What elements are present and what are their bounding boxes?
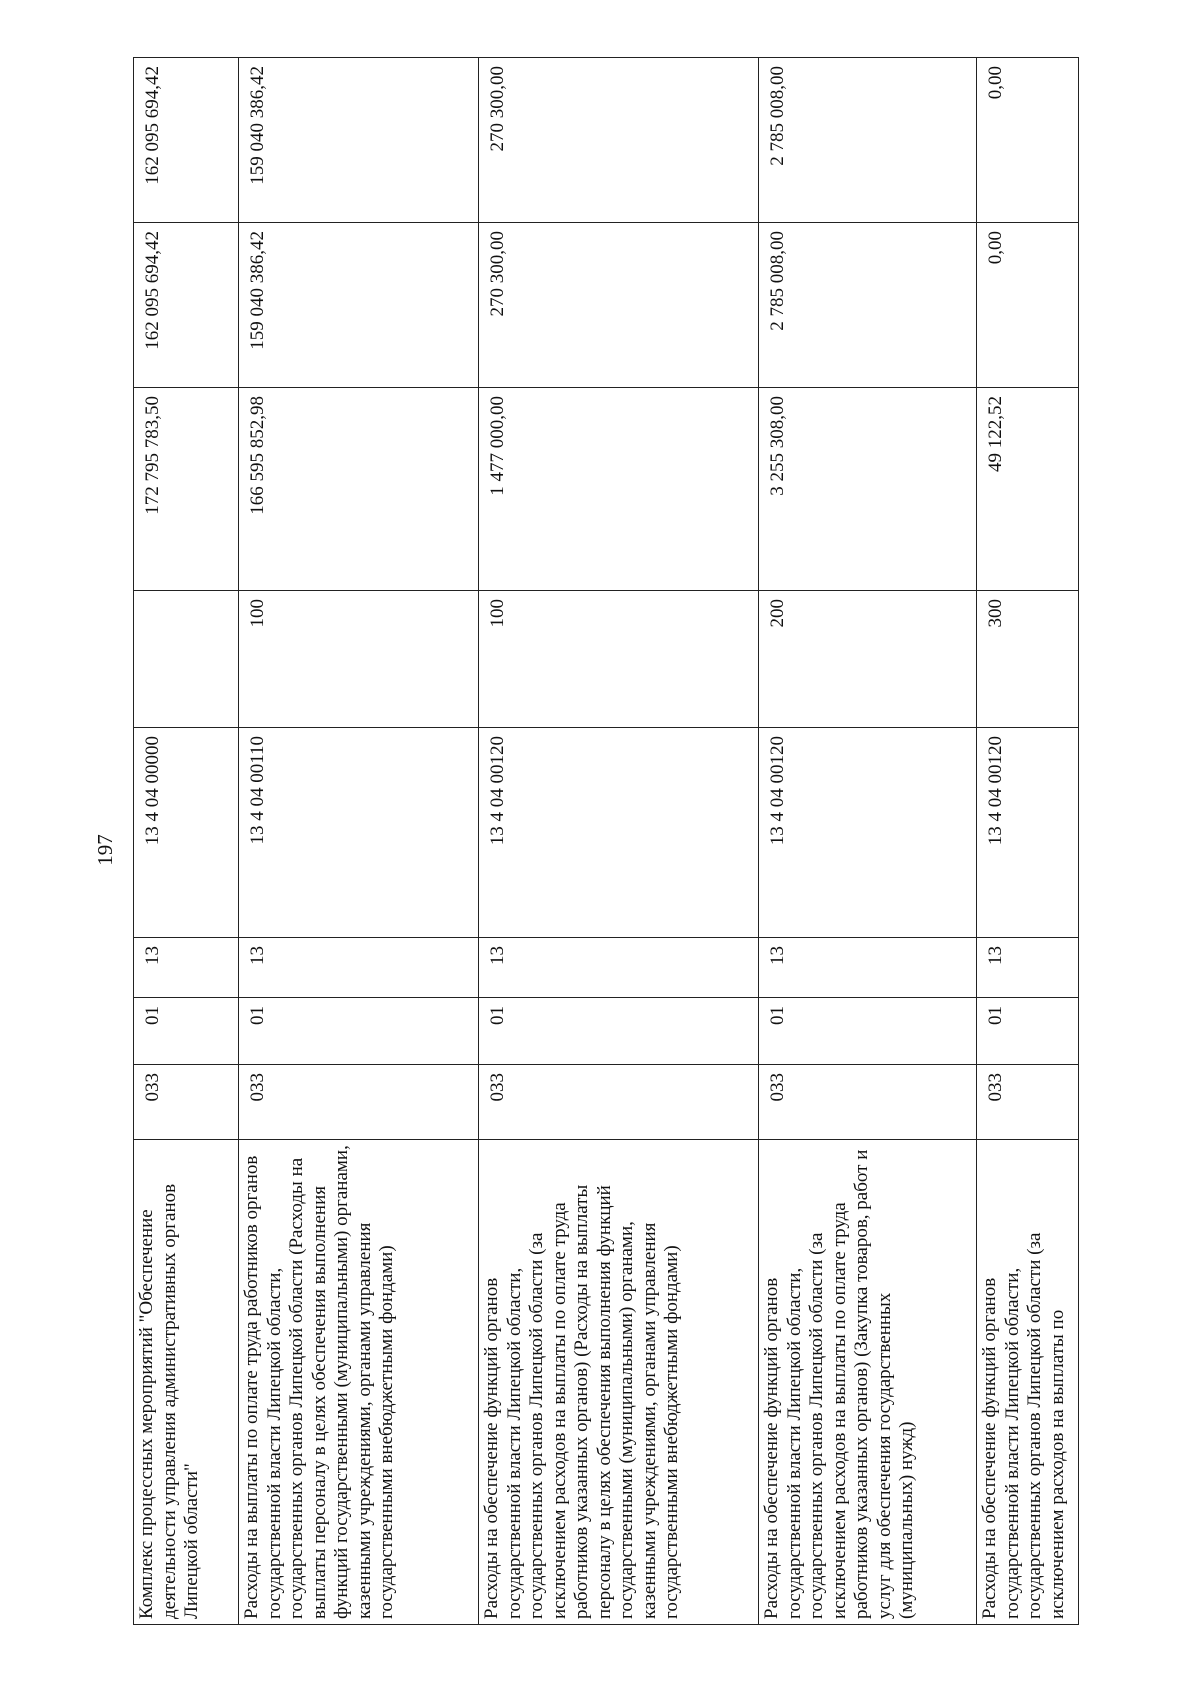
row-sum-3: 159 040 386,42 [239, 58, 479, 223]
row-sum-2: 162 095 694,42 [134, 223, 239, 388]
row-sum-2: 270 300,00 [479, 223, 759, 388]
row-tselevaya-statya: 13 4 04 00000 [134, 728, 239, 938]
row-description: Комплекс процессных мероприятий "Обеспечение деятельности управления административных органов Липецкой области" [134, 1140, 239, 1625]
row-sum-3: 162 095 694,42 [134, 58, 239, 223]
row-razdel: 01 [759, 998, 977, 1065]
row-podrazdel: 13 [479, 938, 759, 998]
row-razdel: 01 [134, 998, 239, 1065]
row-razdel: 01 [239, 998, 479, 1065]
row-sum-2: 2 785 008,00 [759, 223, 977, 388]
table-row [239, 58, 479, 1625]
row-sum-3: 2 785 008,00 [759, 58, 977, 223]
row-ved-code: 033 [977, 1065, 1079, 1140]
row-tselevaya-statya: 13 4 04 00120 [479, 728, 759, 938]
row-podrazdel: 13 [759, 938, 977, 998]
row-sum-1: 172 795 783,50 [134, 388, 239, 591]
row-sum-2: 159 040 386,42 [239, 223, 479, 388]
row-ved-code: 033 [239, 1065, 479, 1140]
table-row [977, 58, 1079, 1625]
row-sum-3: 0,00 [977, 58, 1079, 223]
row-vid-rashodov: 100 [479, 591, 759, 728]
row-podrazdel: 13 [977, 938, 1079, 998]
row-ved-code: 033 [479, 1065, 759, 1140]
row-vid-rashodov: 100 [239, 591, 479, 728]
row-ved-code: 033 [759, 1065, 977, 1140]
budget-table [133, 57, 1079, 1625]
row-razdel: 01 [977, 998, 1079, 1065]
row-description: Расходы на обеспечение функций органов государственной власти Липецкой области, государственных органов Липецкой области (за исключением расходов на выплаты по оплате труда работников указанных органов) (Расходы на выплаты персоналу в целях обеспечения выполнения функций государственными (муниципальными) органами, казенными учреждениями, органами управления государственными внебюджетными фондами) [479, 1140, 759, 1625]
rotated-table-container [133, 58, 1078, 1625]
row-podrazdel: 13 [239, 938, 479, 998]
row-ved-code: 033 [134, 1065, 239, 1140]
table-row [134, 58, 239, 1625]
row-razdel: 01 [479, 998, 759, 1065]
row-sum-1: 1 477 000,00 [479, 388, 759, 591]
table-row [759, 58, 977, 1625]
row-tselevaya-statya: 13 4 04 00120 [977, 728, 1079, 938]
row-description: Расходы на выплаты по оплате труда работников органов государственной власти Липецкой области, государственных органов Липецкой области (Расходы на выплаты персоналу в целях обеспечения выполнения функций государственными (муниципальными) органами, казенными учреждениями, органами управления государственными внебюджетными фондами) [239, 1140, 479, 1625]
row-podrazdel: 13 [134, 938, 239, 998]
row-description: Расходы на обеспечение функций органов государственной власти Липецкой области, государственных органов Липецкой области (за исключением расходов на выплаты по оплате труда работников указанных органов) (Закупка товаров, работ и услуг для обеспечения государственных (муниципальных) нужд) [759, 1140, 977, 1625]
page-number: 197 [93, 834, 117, 866]
row-vid-rashodov: 200 [759, 591, 977, 728]
row-sum-3: 270 300,00 [479, 58, 759, 223]
row-vid-rashodov [134, 591, 239, 728]
row-sum-1: 3 255 308,00 [759, 388, 977, 591]
row-sum-1: 49 122,52 [977, 388, 1079, 591]
row-sum-2: 0,00 [977, 223, 1079, 388]
row-tselevaya-statya: 13 4 04 00120 [759, 728, 977, 938]
row-tselevaya-statya: 13 4 04 00110 [239, 728, 479, 938]
row-description: Расходы на обеспечение функций органов государственной власти Липецкой области, государственных органов Липецкой области (за исключением расходов на выплаты по [977, 1140, 1079, 1625]
row-vid-rashodov: 300 [977, 591, 1079, 728]
table-row [479, 58, 759, 1625]
row-sum-1: 166 595 852,98 [239, 388, 479, 591]
